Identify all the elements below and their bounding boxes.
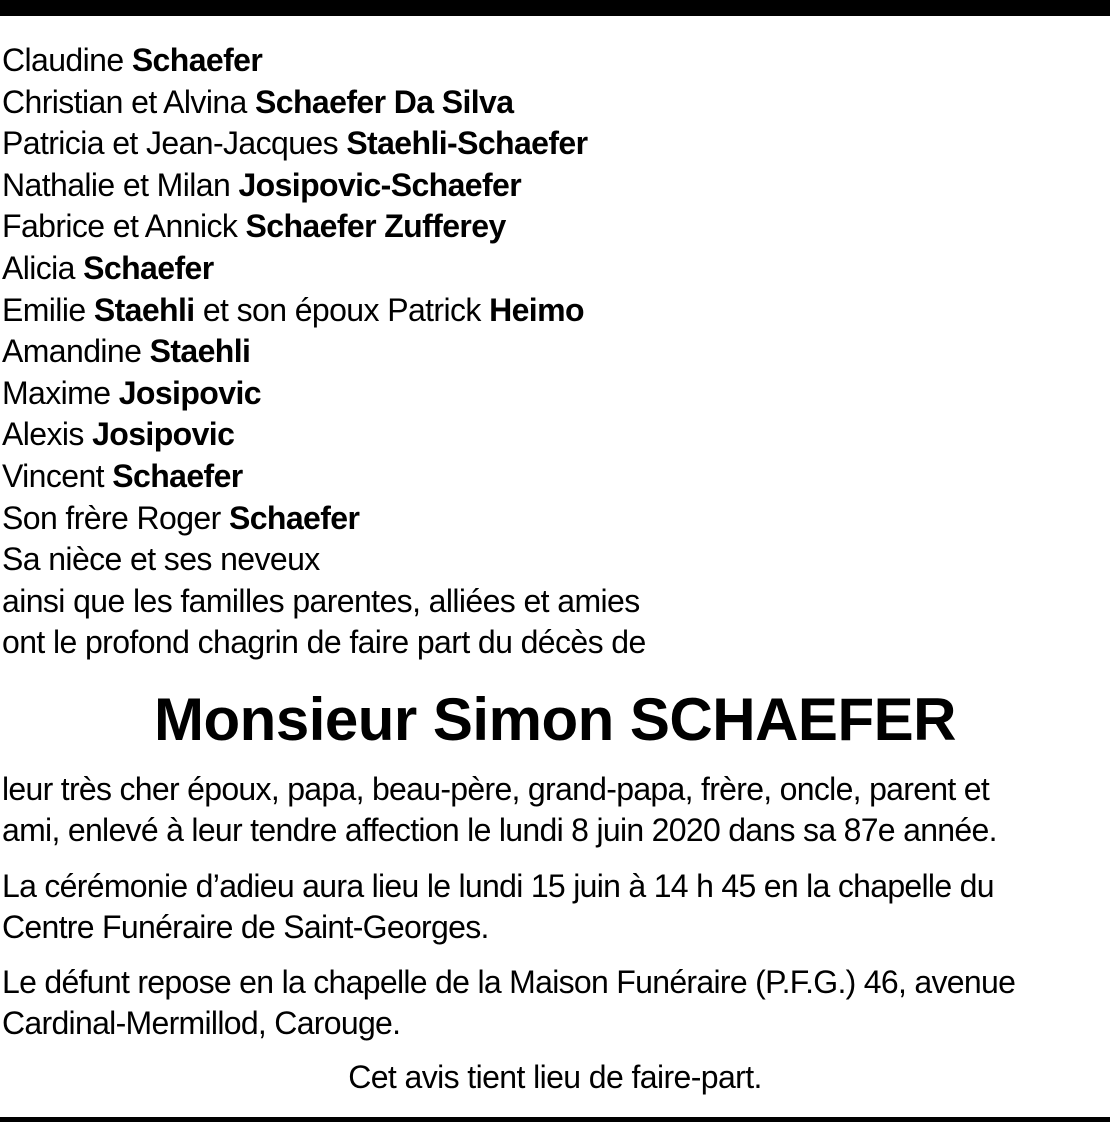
family-line: Son frère Roger Schaefer — [2, 499, 360, 536]
surname: Josipovic — [118, 374, 261, 411]
family-line: Alicia Schaefer — [2, 249, 214, 286]
family-line: Christian et Alvina Schaefer Da Silva — [2, 83, 514, 120]
surname: Schaefer — [131, 42, 263, 78]
surname: Heimo — [489, 291, 584, 328]
tribute-paragraph — [2, 769, 1108, 851]
paragraph-line: ami, enlevé à leur tendre affection le lundi 8 juin 2020 dans sa 87e année. — [2, 812, 997, 848]
family-line: Nathalie et Milan Josipovic-Schaefer — [2, 166, 522, 203]
family-line: Fabrice et Annick Schaefer Zufferey — [2, 208, 506, 245]
family-line: Claudine Schaefer — [2, 42, 263, 78]
family-line: Vincent Schaefer — [2, 457, 243, 494]
family-line: Alexis Josipovic — [2, 416, 235, 453]
paragraph-line: La cérémonie d’adieu aura lieu le lundi 15 juin à 14 h 45 en la chapelle du — [2, 868, 994, 904]
bottom-rule — [0, 1117, 1110, 1122]
surname: Staehli — [93, 291, 195, 328]
surname: Schaefer — [228, 499, 360, 536]
surname: Schaefer — [112, 457, 243, 494]
surname: Josipovic-Schaefer — [238, 166, 522, 203]
family-line: Sa nièce et ses neveux — [2, 541, 320, 578]
family-line: ont le profond chagrin de faire part du décès de — [2, 624, 646, 661]
paragraph-line: Centre Funéraire de Saint-Georges. — [2, 909, 489, 945]
family-line: Emilie Staehli et son époux Patrick Heimo — [2, 291, 584, 328]
family-line: Maxime Josipovic — [2, 374, 261, 411]
ceremony-paragraph — [2, 866, 1108, 948]
paragraph-line: Cardinal-Mermillod, Carouge. — [2, 1005, 401, 1041]
family-list — [2, 40, 1102, 664]
surname: Schaefer — [83, 249, 214, 286]
repose-paragraph — [2, 962, 1108, 1044]
closing-note: Cet avis tient lieu de faire-part. — [348, 1059, 762, 1095]
top-rule — [0, 0, 1110, 16]
deceased-name: Monsieur Simon SCHAEFER — [154, 686, 956, 753]
paragraph-line: Le défunt repose en la chapelle de la Maison Funéraire (P.F.G.) 46, avenue — [2, 964, 1016, 1000]
surname: Josipovic — [92, 416, 235, 453]
paragraph-line: leur très cher époux, papa, beau-père, grand-papa, frère, oncle, parent et — [2, 771, 990, 807]
surname: Staehli-Schaefer — [346, 125, 588, 162]
family-line: Patricia et Jean-Jacques Staehli-Schaefer — [2, 125, 588, 162]
family-line: Amandine Staehli — [2, 333, 251, 370]
surname: Schaefer Zufferey — [245, 208, 506, 245]
surname: Staehli — [149, 333, 251, 370]
surname: Schaefer Da Silva — [255, 83, 514, 120]
family-line: ainsi que les familles parentes, alliées et amies — [2, 582, 640, 619]
